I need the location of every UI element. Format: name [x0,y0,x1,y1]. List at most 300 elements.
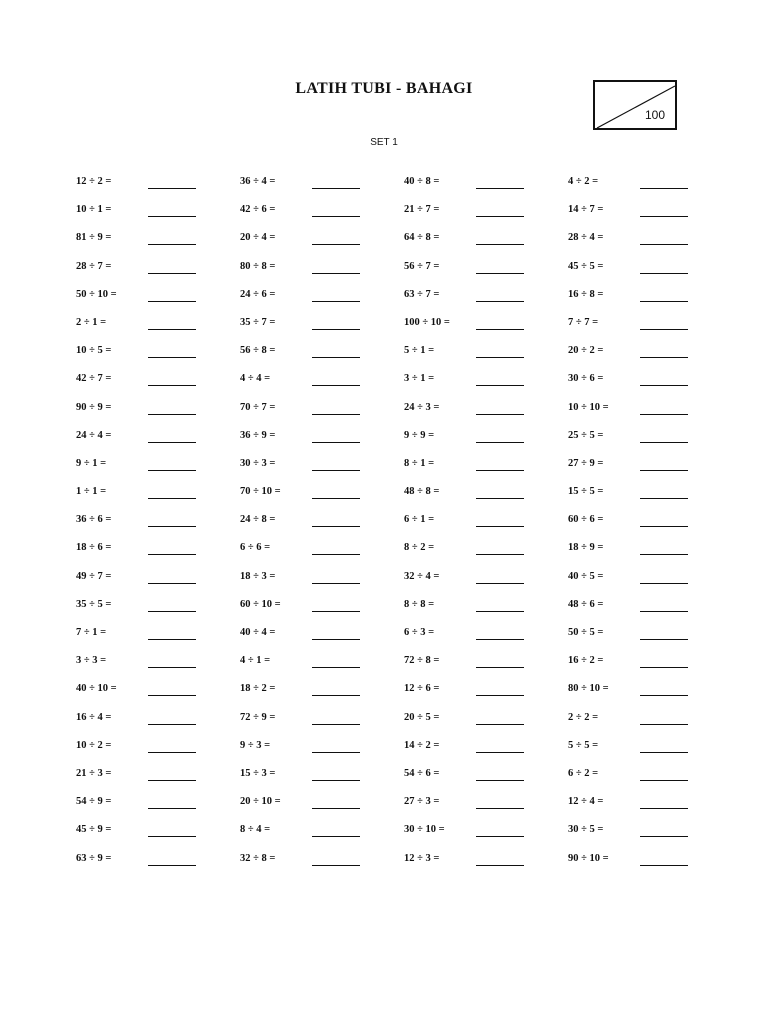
problem-item [76,175,240,203]
problem-item [568,203,732,231]
problem-item [404,598,568,626]
answer-blank[interactable] [640,583,688,584]
problem-item [404,344,568,372]
problem-item [76,654,240,682]
answer-blank[interactable] [148,611,196,612]
problem-item [240,598,404,626]
problem-item [404,767,568,795]
problem-text: 80 ÷ 8 = [240,260,276,272]
problem-item [76,203,240,231]
answer-blank[interactable] [476,724,524,725]
answer-blank[interactable] [148,329,196,330]
answer-blank[interactable] [640,216,688,217]
problem-item [240,626,404,654]
problem-item [76,767,240,795]
answer-blank[interactable] [640,836,688,837]
problem-text: 56 ÷ 7 = [404,260,440,272]
answer-blank[interactable] [312,554,360,555]
problem-item [568,485,732,513]
problem-text: 12 ÷ 2 = [76,176,112,187]
answer-blank[interactable] [312,667,360,668]
problem-item [240,401,404,429]
answer-blank[interactable] [312,865,360,866]
problem-item [240,485,404,513]
answer-blank[interactable] [476,695,524,696]
answer-blank[interactable] [148,301,196,302]
problem-text: 21 ÷ 3 = [76,767,112,779]
problem-text: 12 ÷ 3 = [404,852,440,864]
problem-text: 16 ÷ 4 = [76,711,112,723]
answer-blank[interactable] [640,752,688,753]
problem-item [76,570,240,598]
problem-text: 42 ÷ 6 = [240,204,276,216]
problem-item [404,175,568,203]
answer-blank[interactable] [148,780,196,781]
answer-blank[interactable] [148,470,196,471]
problem-item [240,429,404,457]
problem-text: 48 ÷ 6 = [568,598,604,610]
problem-text: 48 ÷ 8 = [404,486,440,498]
answer-blank[interactable] [476,865,524,866]
problem-item [240,457,404,485]
problem-item [76,598,240,626]
problem-text: 8 ÷ 4 = [240,824,271,836]
problem-item [404,852,568,880]
problem-text: 5 ÷ 5 = [568,739,599,751]
problem-item [568,823,732,851]
problem-item [76,457,240,485]
problem-item [76,429,240,457]
problem-item [76,541,240,569]
problem-item [568,654,732,682]
problem-item [240,767,404,795]
problem-text: 40 ÷ 4 = [240,627,276,638]
problem-item [404,429,568,457]
problem-item [76,513,240,541]
problem-item [568,767,732,795]
problem-text: 45 ÷ 5 = [568,260,604,272]
answer-blank[interactable] [476,244,524,245]
answer-blank[interactable] [476,385,524,386]
problem-text: 20 ÷ 4 = [240,232,276,244]
problem-item [404,513,568,541]
answer-blank[interactable] [640,724,688,725]
problem-item [404,711,568,739]
answer-blank[interactable] [312,611,360,612]
answer-blank[interactable] [476,414,524,415]
problem-text: 4 ÷ 4 = [240,373,271,385]
problem-text: 63 ÷ 7 = [404,288,440,300]
problem-text: 7 ÷ 7 = [568,316,599,328]
answer-blank[interactable] [640,865,688,866]
answer-blank[interactable] [148,583,196,584]
answer-blank[interactable] [476,301,524,302]
problem-item [404,682,568,710]
answer-blank[interactable] [476,188,524,189]
problem-text: 3 ÷ 3 = [76,655,107,667]
problem-text: 25 ÷ 5 = [568,429,604,441]
problem-text: 18 ÷ 6 = [76,542,112,554]
answer-blank[interactable] [312,470,360,471]
problem-item [404,485,568,513]
problem-text: 30 ÷ 5 = [568,824,604,836]
problem-item [240,316,404,344]
problem-text: 8 ÷ 2 = [404,542,435,554]
answer-blank[interactable] [476,780,524,781]
problem-text: 30 ÷ 3 = [240,457,276,469]
problem-item [240,654,404,682]
problem-item [404,541,568,569]
problem-text: 6 ÷ 6 = [240,542,271,554]
answer-blank[interactable] [312,583,360,584]
problem-text: 72 ÷ 9 = [240,711,276,723]
problem-text: 70 ÷ 7 = [240,401,276,413]
answer-blank[interactable] [148,836,196,837]
problem-item [240,513,404,541]
problem-item [404,457,568,485]
problem-text: 80 ÷ 10 = [568,683,609,695]
answer-blank[interactable] [312,752,360,753]
answer-blank[interactable] [640,808,688,809]
answer-blank[interactable] [312,836,360,837]
answer-blank[interactable] [640,639,688,640]
problem-text: 21 ÷ 7 = [404,204,440,216]
answer-blank[interactable] [476,639,524,640]
problem-item [404,795,568,823]
answer-blank[interactable] [148,695,196,696]
answer-blank[interactable] [148,667,196,668]
answer-blank[interactable] [312,526,360,527]
answer-blank[interactable] [640,554,688,555]
answer-blank[interactable] [476,216,524,217]
problem-text: 10 ÷ 10 = [568,401,609,413]
problem-item [240,852,404,880]
answer-blank[interactable] [476,329,524,330]
problem-text: 20 ÷ 5 = [404,711,440,723]
problem-text: 42 ÷ 7 = [76,373,112,385]
answer-blank[interactable] [476,808,524,809]
answer-blank[interactable] [640,329,688,330]
problem-item [76,739,240,767]
problem-item [404,372,568,400]
problem-text: 4 ÷ 2 = [568,176,599,187]
problem-grid [76,175,732,880]
set-label: SET 1 [370,137,398,148]
problem-text: 63 ÷ 9 = [76,852,112,864]
problem-text: 30 ÷ 6 = [568,373,604,385]
problem-item [76,372,240,400]
answer-blank[interactable] [148,244,196,245]
problem-item [240,823,404,851]
problem-item [76,852,240,880]
answer-blank[interactable] [476,498,524,499]
problem-text: 32 ÷ 8 = [240,852,276,864]
problem-text: 49 ÷ 7 = [76,570,112,582]
problem-text: 45 ÷ 9 = [76,824,112,836]
answer-blank[interactable] [476,470,524,471]
answer-blank[interactable] [476,611,524,612]
problem-text: 12 ÷ 4 = [568,796,604,808]
problem-item [568,541,732,569]
problem-text: 2 ÷ 1 = [76,316,107,328]
problem-item [240,372,404,400]
problem-text: 24 ÷ 3 = [404,401,440,413]
problem-text: 54 ÷ 6 = [404,767,440,779]
problem-text: 9 ÷ 1 = [76,457,107,469]
problem-text: 40 ÷ 8 = [404,176,440,187]
answer-blank[interactable] [640,498,688,499]
problem-item [404,626,568,654]
answer-blank[interactable] [476,526,524,527]
problem-text: 18 ÷ 3 = [240,570,276,582]
problem-text: 100 ÷ 10 = [404,316,450,328]
problem-item [404,570,568,598]
problem-text: 2 ÷ 2 = [568,711,599,723]
problem-text: 24 ÷ 8 = [240,514,276,526]
answer-blank[interactable] [640,301,688,302]
problem-text: 27 ÷ 9 = [568,457,604,469]
problem-item [404,316,568,344]
problem-text: 9 ÷ 9 = [404,429,435,441]
problem-text: 8 ÷ 8 = [404,598,435,610]
problem-item [568,739,732,767]
score-box [593,80,677,130]
answer-blank[interactable] [312,442,360,443]
problem-item [240,203,404,231]
problem-text: 10 ÷ 2 = [76,739,112,751]
answer-blank[interactable] [148,724,196,725]
answer-blank[interactable] [640,611,688,612]
problem-item [76,231,240,259]
problem-text: 36 ÷ 4 = [240,176,276,187]
problem-text: 24 ÷ 4 = [76,429,112,441]
problem-item [568,344,732,372]
problem-item [568,682,732,710]
problem-item [404,288,568,316]
answer-blank[interactable] [148,442,196,443]
problem-item [568,288,732,316]
worksheet-title: LATIH TUBI - BAHAGI [295,80,473,97]
answer-blank[interactable] [640,188,688,189]
problem-text: 36 ÷ 6 = [76,514,112,526]
problem-item [568,570,732,598]
problem-text: 15 ÷ 3 = [240,767,276,779]
problem-item [568,795,732,823]
problem-text: 70 ÷ 10 = [240,486,281,498]
problem-item [568,457,732,485]
problem-text: 50 ÷ 5 = [568,627,604,638]
problem-item [568,626,732,654]
answer-blank[interactable] [148,554,196,555]
problem-item [76,485,240,513]
answer-blank[interactable] [148,808,196,809]
problem-item [240,711,404,739]
problem-text: 24 ÷ 6 = [240,288,276,300]
problem-item [404,260,568,288]
problem-item [240,288,404,316]
answer-blank[interactable] [312,414,360,415]
problem-item [76,711,240,739]
answer-blank[interactable] [312,301,360,302]
score-total: 100 [644,108,665,122]
problem-item [240,739,404,767]
answer-blank[interactable] [476,583,524,584]
problem-text: 90 ÷ 9 = [76,401,112,413]
answer-blank[interactable] [148,752,196,753]
answer-blank[interactable] [148,414,196,415]
problem-text: 18 ÷ 2 = [240,683,276,695]
problem-text: 6 ÷ 1 = [404,514,435,526]
problem-item [76,823,240,851]
problem-text: 6 ÷ 2 = [568,767,599,779]
problem-text: 27 ÷ 3 = [404,796,440,808]
problem-item [404,654,568,682]
problem-item [568,175,732,203]
answer-blank[interactable] [640,442,688,443]
problem-text: 15 ÷ 5 = [568,486,604,498]
problem-text: 20 ÷ 10 = [240,796,281,808]
answer-blank[interactable] [312,808,360,809]
problem-text: 4 ÷ 1 = [240,655,271,667]
problem-item [568,513,732,541]
problem-text: 10 ÷ 5 = [76,345,112,357]
problem-text: 35 ÷ 7 = [240,316,276,328]
problem-text: 28 ÷ 4 = [568,232,604,244]
answer-blank[interactable] [640,780,688,781]
problem-item [568,372,732,400]
answer-blank[interactable] [312,244,360,245]
problem-item [240,570,404,598]
answer-blank[interactable] [640,695,688,696]
answer-blank[interactable] [640,414,688,415]
answer-blank[interactable] [476,442,524,443]
problem-text: 60 ÷ 6 = [568,514,604,526]
problem-item [76,288,240,316]
problem-item [76,260,240,288]
problem-item [568,401,732,429]
problem-text: 7 ÷ 1 = [76,627,107,638]
answer-blank[interactable] [312,695,360,696]
answer-blank[interactable] [312,273,360,274]
problem-text: 35 ÷ 5 = [76,598,112,610]
problem-item [568,852,732,880]
problem-item [568,429,732,457]
problem-item [568,316,732,344]
problem-item [568,711,732,739]
problem-text: 81 ÷ 9 = [76,232,112,244]
problem-item [568,598,732,626]
answer-blank[interactable] [476,836,524,837]
problem-text: 6 ÷ 3 = [404,627,435,638]
problem-text: 28 ÷ 7 = [76,260,112,272]
problem-item [568,231,732,259]
answer-blank[interactable] [148,639,196,640]
problem-item [76,344,240,372]
answer-blank[interactable] [148,216,196,217]
problem-item [240,795,404,823]
problem-text: 5 ÷ 1 = [404,345,435,357]
problem-item [240,231,404,259]
problem-item [568,260,732,288]
answer-blank[interactable] [148,526,196,527]
answer-blank[interactable] [148,357,196,358]
problem-text: 9 ÷ 3 = [240,739,271,751]
answer-blank[interactable] [640,470,688,471]
answer-blank[interactable] [312,724,360,725]
problem-item [404,231,568,259]
problem-text: 56 ÷ 8 = [240,345,276,357]
problem-item [404,401,568,429]
answer-blank[interactable] [312,639,360,640]
problem-text: 12 ÷ 6 = [404,683,440,695]
answer-blank[interactable] [640,357,688,358]
answer-blank[interactable] [640,667,688,668]
problem-text: 32 ÷ 4 = [404,570,440,582]
answer-blank[interactable] [312,498,360,499]
problem-item [240,260,404,288]
answer-blank[interactable] [148,385,196,386]
problem-item [240,344,404,372]
problem-text: 10 ÷ 1 = [76,204,112,216]
answer-blank[interactable] [148,273,196,274]
answer-blank[interactable] [312,357,360,358]
answer-blank[interactable] [148,188,196,189]
answer-blank[interactable] [312,329,360,330]
problem-text: 16 ÷ 2 = [568,655,604,667]
answer-blank[interactable] [640,385,688,386]
answer-blank[interactable] [476,357,524,358]
problem-text: 54 ÷ 9 = [76,796,112,808]
problem-item [76,795,240,823]
problem-item [76,316,240,344]
problem-item [240,541,404,569]
problem-item [76,401,240,429]
problem-item [76,626,240,654]
problem-text: 64 ÷ 8 = [404,232,440,244]
problem-item [76,682,240,710]
problem-text: 20 ÷ 2 = [568,345,604,357]
answer-blank[interactable] [148,498,196,499]
problem-text: 14 ÷ 2 = [404,739,440,751]
answer-blank[interactable] [476,667,524,668]
answer-blank[interactable] [640,244,688,245]
problem-text: 18 ÷ 9 = [568,542,604,554]
problem-text: 14 ÷ 7 = [568,204,604,216]
answer-blank[interactable] [148,865,196,866]
answer-blank[interactable] [476,752,524,753]
answer-blank[interactable] [640,273,688,274]
problem-item [404,823,568,851]
problem-text: 50 ÷ 10 = [76,288,117,300]
answer-blank[interactable] [312,780,360,781]
problem-item [404,739,568,767]
answer-blank[interactable] [312,188,360,189]
problem-text: 90 ÷ 10 = [568,852,609,864]
answer-blank[interactable] [476,273,524,274]
problem-text: 40 ÷ 10 = [76,683,117,695]
answer-blank[interactable] [640,526,688,527]
problem-text: 8 ÷ 1 = [404,457,435,469]
answer-blank[interactable] [312,385,360,386]
problem-item [240,175,404,203]
problem-text: 16 ÷ 8 = [568,288,604,300]
problem-text: 72 ÷ 8 = [404,655,440,667]
answer-blank[interactable] [312,216,360,217]
problem-text: 60 ÷ 10 = [240,598,281,610]
problem-text: 30 ÷ 10 = [404,824,445,836]
answer-blank[interactable] [476,554,524,555]
problem-text: 1 ÷ 1 = [76,486,107,498]
